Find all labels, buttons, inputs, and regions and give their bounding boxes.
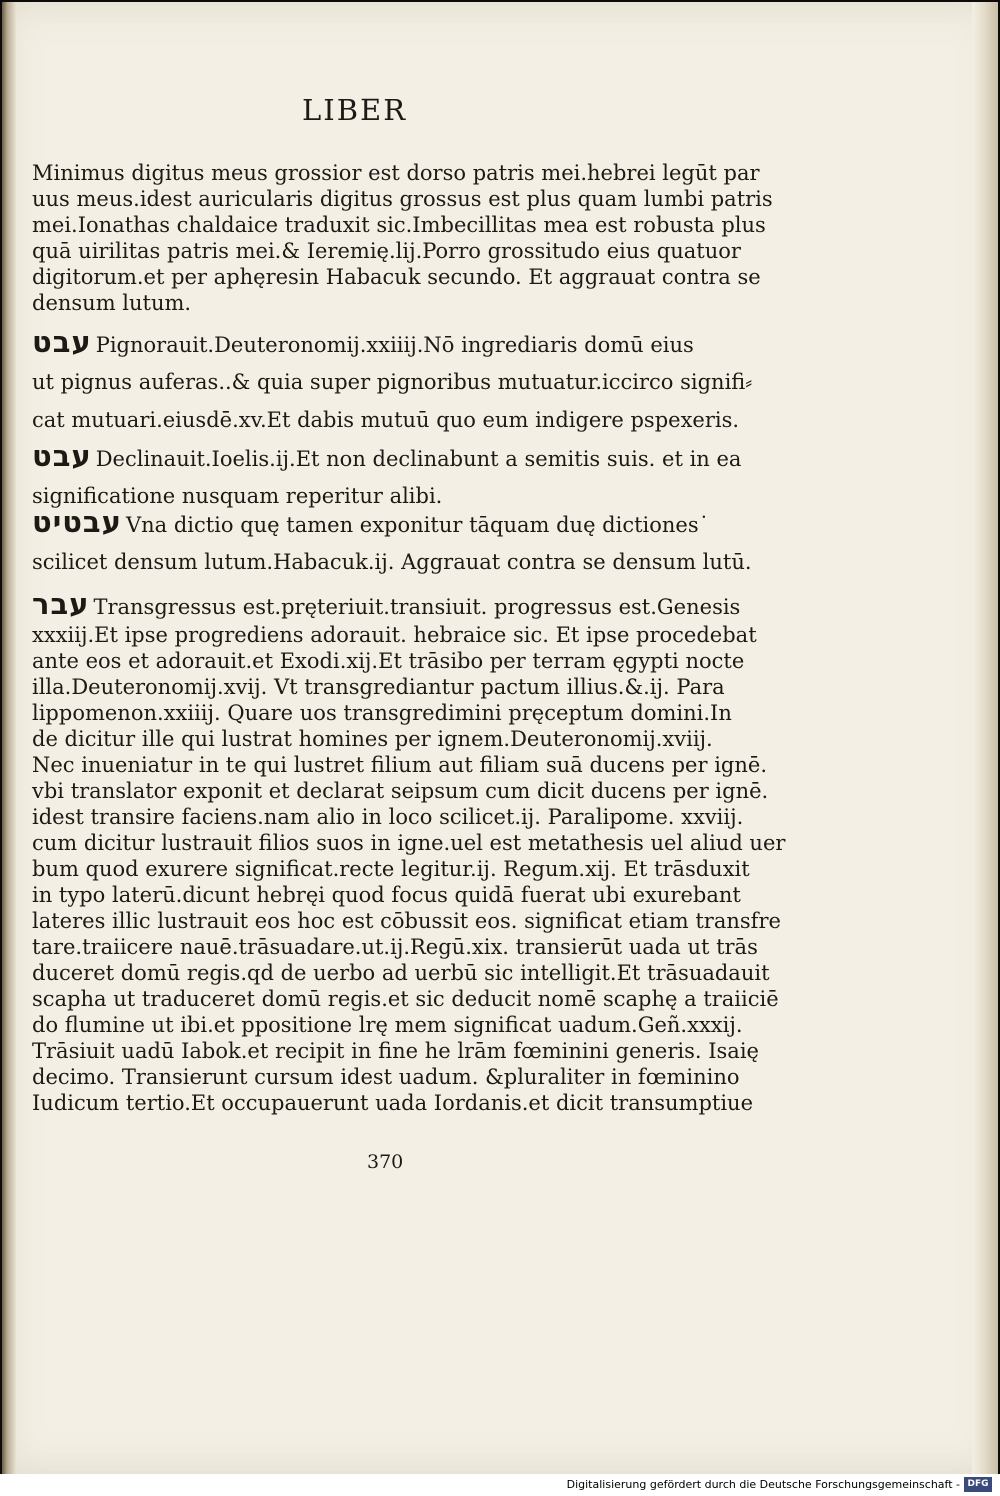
text-line: illa.Deuteronomij.xvij. Vt transgrediantur pactum illius.&.ij. Para — [32, 675, 725, 699]
text-line: duceret domū regis.qd de uerbo ad uerbū sic intelligit.Et trāsuadauit — [32, 961, 770, 985]
hebrew-lemma: עבטיט — [32, 505, 122, 539]
text-line: tare.traiicere nauē.trāsuadare.ut.ij.Regū.xix. transierūt uada ut trās — [32, 935, 758, 959]
book-page — [2, 2, 998, 1474]
text-line: Pignorauit.Deuteronomij.xxiiij.Nō ingrediaris domū eius — [95, 333, 694, 357]
entry-ebtit — [32, 502, 752, 580]
entry-headline — [32, 502, 710, 542]
text-line: Minimus digitus meus grossior est dorso patris mei.hebrei legūt par — [32, 161, 760, 185]
text-line: decimo. Transierunt cursum idest uadum. &pluraliter in fœminino — [32, 1065, 740, 1089]
text-line: do flumine ut ibi.et ppositione lrę mem significat uadum.Geñ.xxxij. — [32, 1013, 743, 1037]
text-line: cum dicitur lustrauit filios suos in igne.uel est metathesis uel aliud uer — [32, 831, 786, 855]
text-line: digitorum.et per aphęresin Habacuk secundo. Et aggrauat contra se — [32, 265, 761, 289]
entry-ebar — [32, 586, 786, 1116]
text-line: Nec inueniatur in te qui lustret filium aut filiam suā ducens per ignē. — [32, 753, 767, 777]
text-line: vbi translator exponit et declarat seipsum cum dicit ducens per ignē. — [32, 779, 769, 803]
text-line: scilicet densum lutum.Habacuk.ij. Aggrauat contra se densum lutū. — [32, 550, 752, 574]
text-line: Declinauit.Ioelis.ij.Et non declinabunt a semitis suis. et in ea — [95, 447, 742, 471]
dfg-logo-icon: DFG — [964, 1477, 992, 1492]
page-number: 370 — [367, 1151, 404, 1173]
entry-headline — [32, 434, 742, 478]
running-head: LIBER — [302, 93, 408, 127]
text-line: idest transire faciens.nam alio in loco scilicet.ij. Paralipome. xxviij. — [32, 805, 744, 829]
text-line: in typo laterū.dicunt hebręi quod focus quidā fuerat ubi exurebant — [32, 883, 741, 907]
text-line: scapha ut traduceret domū regis.et sic deducit nomē scaphę a traiiciē — [32, 987, 779, 1011]
text-line: lippomenon.xxiiij. Quare uos transgredimini pręceptum domini.In — [32, 701, 732, 725]
entry-ebat-pignoravit — [32, 322, 753, 438]
text-line: Iudicum tertio.Et occupauerunt uada Iordanis.et dicit transumptiue — [32, 1091, 754, 1115]
text-line: Vna dictio quę tamen exponitur tāquam duę dictiones˙ — [125, 513, 710, 537]
page-gutter-shadow — [2, 2, 16, 1474]
entry-headline — [32, 586, 741, 622]
digitization-footer — [0, 1474, 1000, 1496]
text-line: xxxiij.Et ipse progrediens adorauit. hebraice sic. Et ipse procedebat — [32, 623, 757, 647]
text-line: Trāsiuit uadū Iabok.et recipit in fine he lrām fœminini generis. Isaię — [32, 1039, 759, 1063]
text-line: mei.Ionathas chaldaice traduxit sic.Imbecillitas mea est robusta plus — [32, 213, 766, 237]
hebrew-lemma: עבט — [32, 325, 92, 359]
hebrew-lemma: עבר — [32, 587, 90, 621]
text-line: lateres illic lustrauit eos hoc est cōbussit eos. significat etiam transfre — [32, 909, 781, 933]
text-line: densum lutum. — [32, 291, 192, 315]
text-line: ante eos et adorauit.et Exodi.xij.Et trāsibo per terram ęgypti nocte — [32, 649, 745, 673]
text-line: quā uirilitas patris mei.& Ieremię.lij.Porro grossitudo eius quatuor — [32, 239, 741, 263]
text-line: cat mutuari.eiusdē.xv.Et dabis mutuū quo eum indigere pspexeris. — [32, 408, 740, 432]
funding-credit: Digitalisierung gefördert durch die Deutsche Forschungsgemeinschaft - — [566, 1478, 960, 1491]
text-line: significatione nusquam reperitur alibi. — [32, 484, 443, 508]
hebrew-lemma: עבט — [32, 439, 92, 473]
text-line: Transgressus est.pręteriuit.transiuit. progressus est.Genesis — [93, 595, 741, 619]
opening-paragraph — [32, 160, 773, 316]
text-line: uus meus.idest auricularis digitus grossus est plus quam lumbi patris — [32, 187, 773, 211]
entry-headline — [32, 322, 694, 362]
page-edge-shadow — [972, 2, 998, 1474]
text-line: de dicitur ille qui lustrat homines per ignem.Deuteronomij.xviij. — [32, 727, 713, 751]
text-line: ut pignus auferas..& quia super pignoribus mutuatur.iccirco signifi⸗ — [32, 370, 753, 394]
text-line: bum quod exurere significat.recte legitur.ij. Regum.xij. Et trāsduxit — [32, 857, 750, 881]
